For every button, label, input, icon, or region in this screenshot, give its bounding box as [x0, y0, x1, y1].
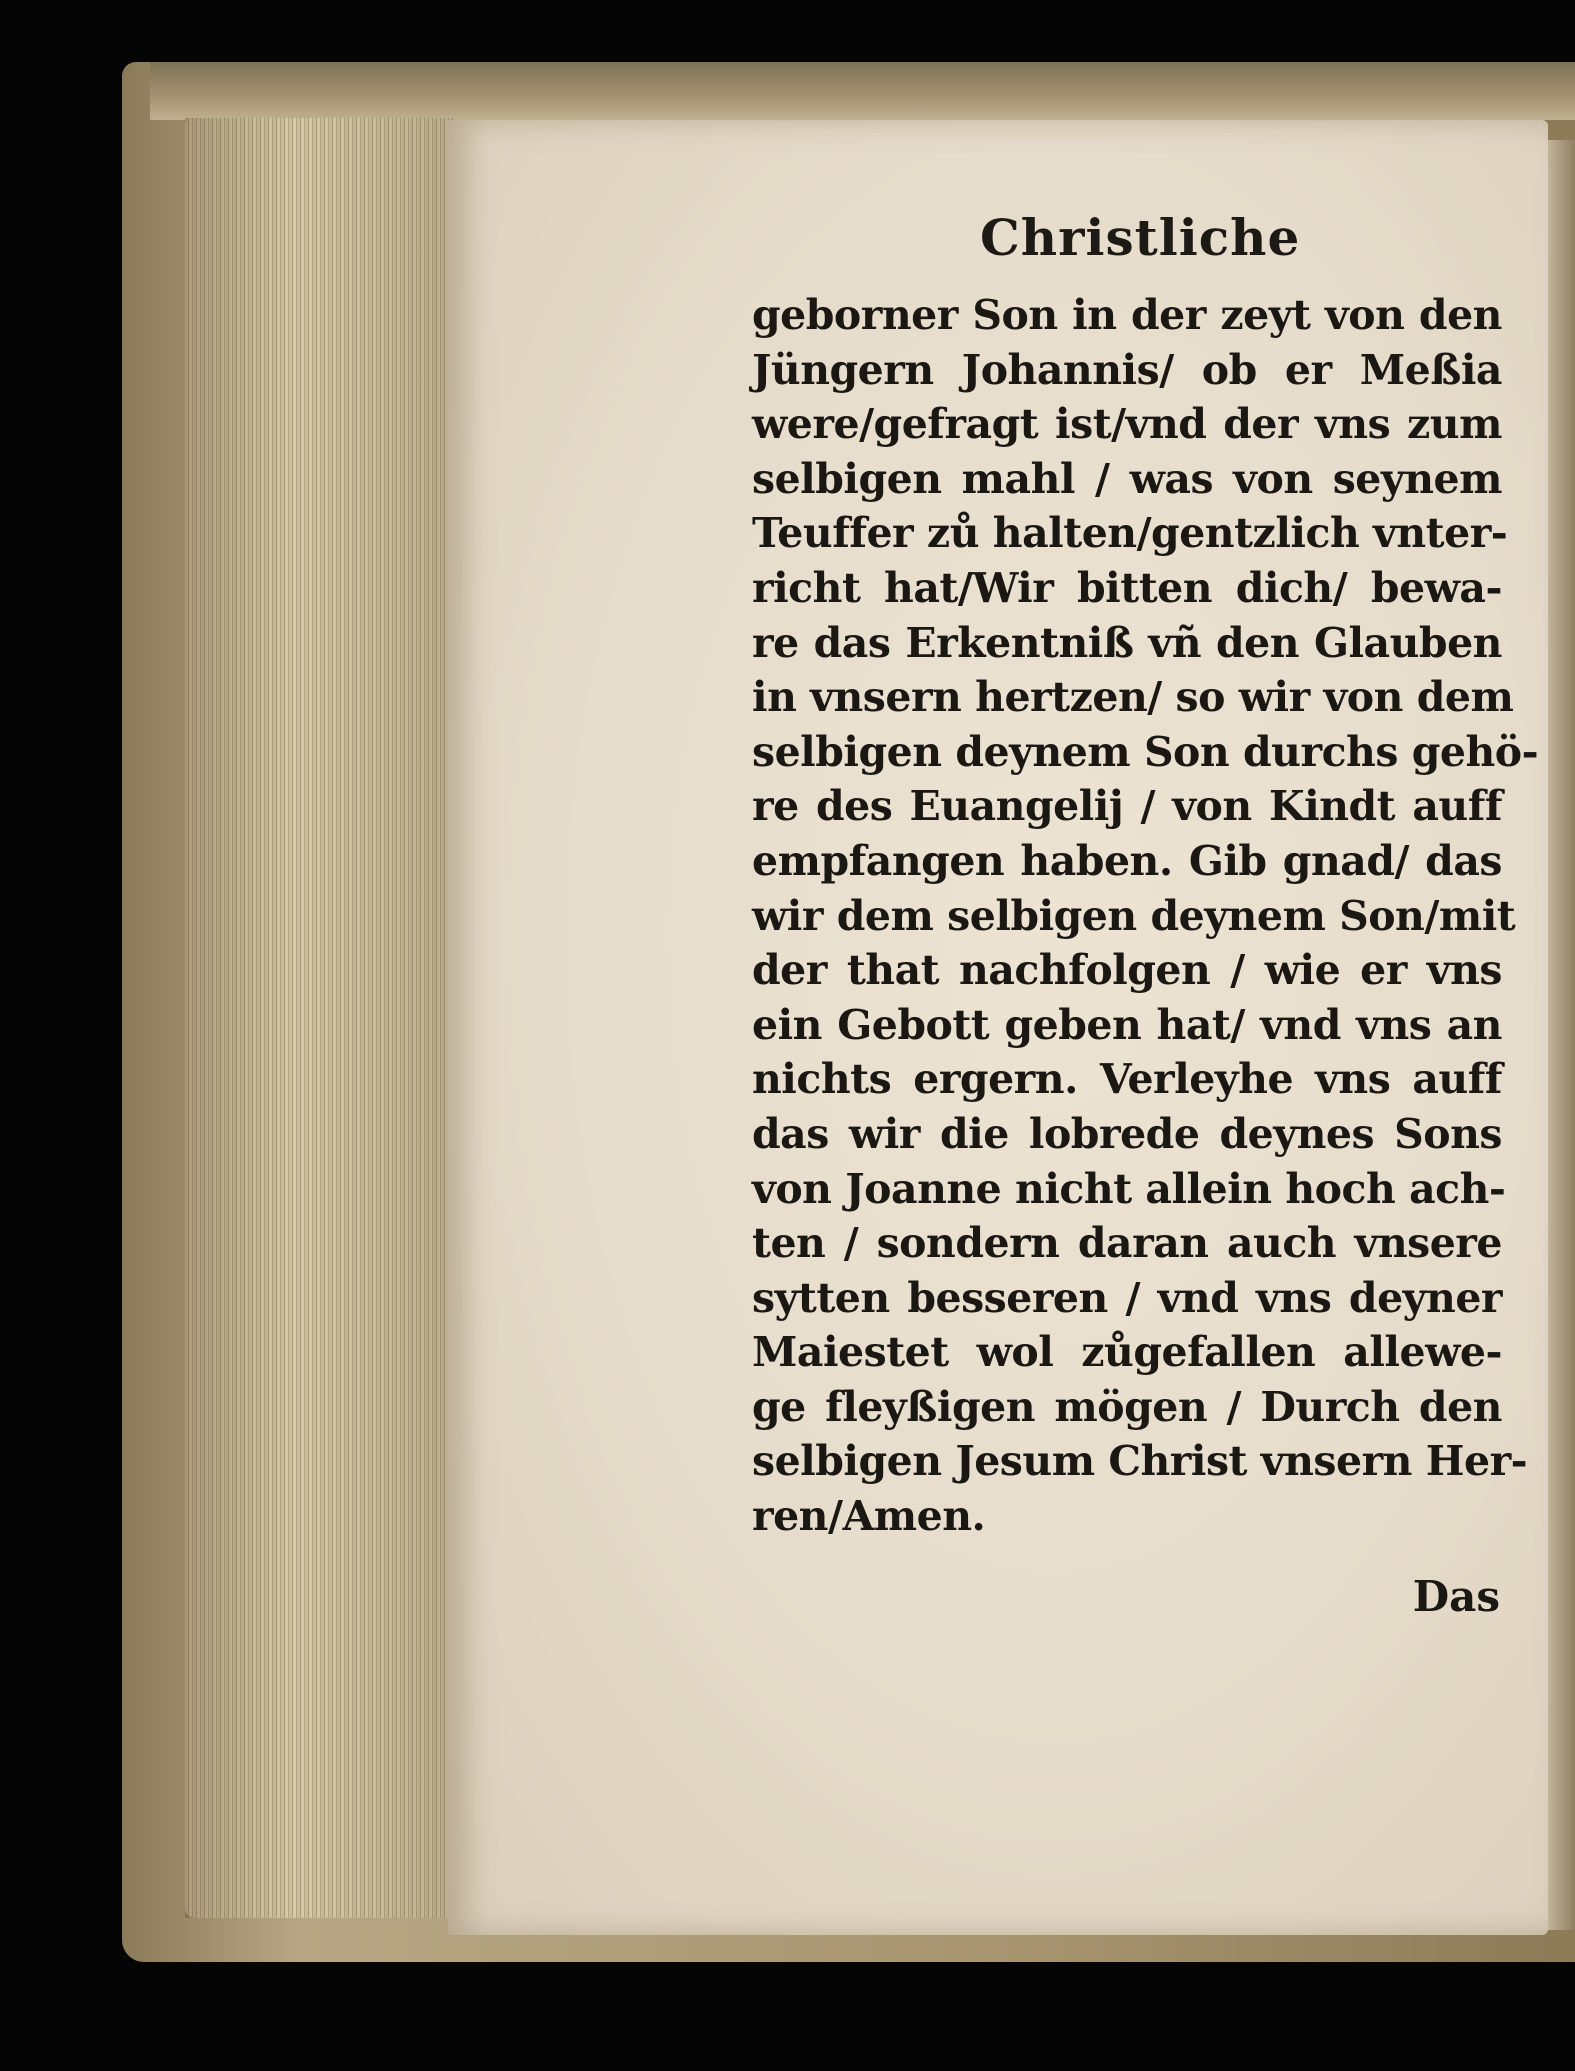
page-gutter-edge	[1545, 140, 1575, 1930]
text-line: in vnsern hertzen/ so wir von dem	[752, 673, 1514, 722]
text-line: Teuffer zů halten/gentzlich vnter-	[752, 509, 1508, 558]
text-line: ten / sondern daran auch vnsere	[752, 1219, 1502, 1268]
text-line: re des Euangelij / von Kindt auff	[752, 782, 1502, 831]
text-line: das wir die lobrede deynes Sons	[752, 1109, 1502, 1158]
text-line: sytten besseren / vnd vns deyner	[752, 1273, 1502, 1322]
text-line: ren/Amen.	[752, 1492, 986, 1541]
text-line: wir dem selbigen deynem Son/mit	[752, 891, 1516, 940]
text-line: ein Gebott geben hat/ vnd vns an	[752, 1000, 1502, 1049]
catchword: Das	[1412, 1572, 1500, 1621]
text-line: ge fleyßigen mögen / Durch den	[752, 1382, 1502, 1431]
running-head: Christliche	[980, 208, 1301, 267]
text-line: Maiestet wol zůgefallen allewe-	[752, 1328, 1502, 1377]
text-line: selbigen Jesum Christ vnsern Her-	[752, 1437, 1528, 1486]
page-edges	[185, 118, 455, 1918]
text-line: nichts ergern. Verleyhe vns auff	[752, 1055, 1502, 1104]
text-line: von Joanne nicht allein hoch ach-	[752, 1164, 1506, 1213]
text-block	[752, 288, 1539, 1544]
text-line: der that nachfolgen / wie er vns	[752, 946, 1502, 995]
text-line: re das Erkentniß vñ den Glauben	[752, 618, 1502, 667]
text-line: Jüngern Johannis/ ob er Meßia	[752, 345, 1502, 394]
text-line: were/gefragt ist/vnd der vns zum	[752, 400, 1502, 449]
text-line: selbigen mahl / was von seynem	[752, 454, 1502, 503]
book-cover-top-edge	[150, 62, 1575, 120]
text-line: geborner Son in der zeyt von den	[752, 291, 1502, 339]
text-line: selbigen deynem Son durchs gehö-	[752, 727, 1539, 776]
text-line: richt hat/Wir bitten dich/ bewa-	[752, 563, 1502, 612]
text-line: empfangen haben. Gib gnad/ das	[752, 836, 1502, 885]
